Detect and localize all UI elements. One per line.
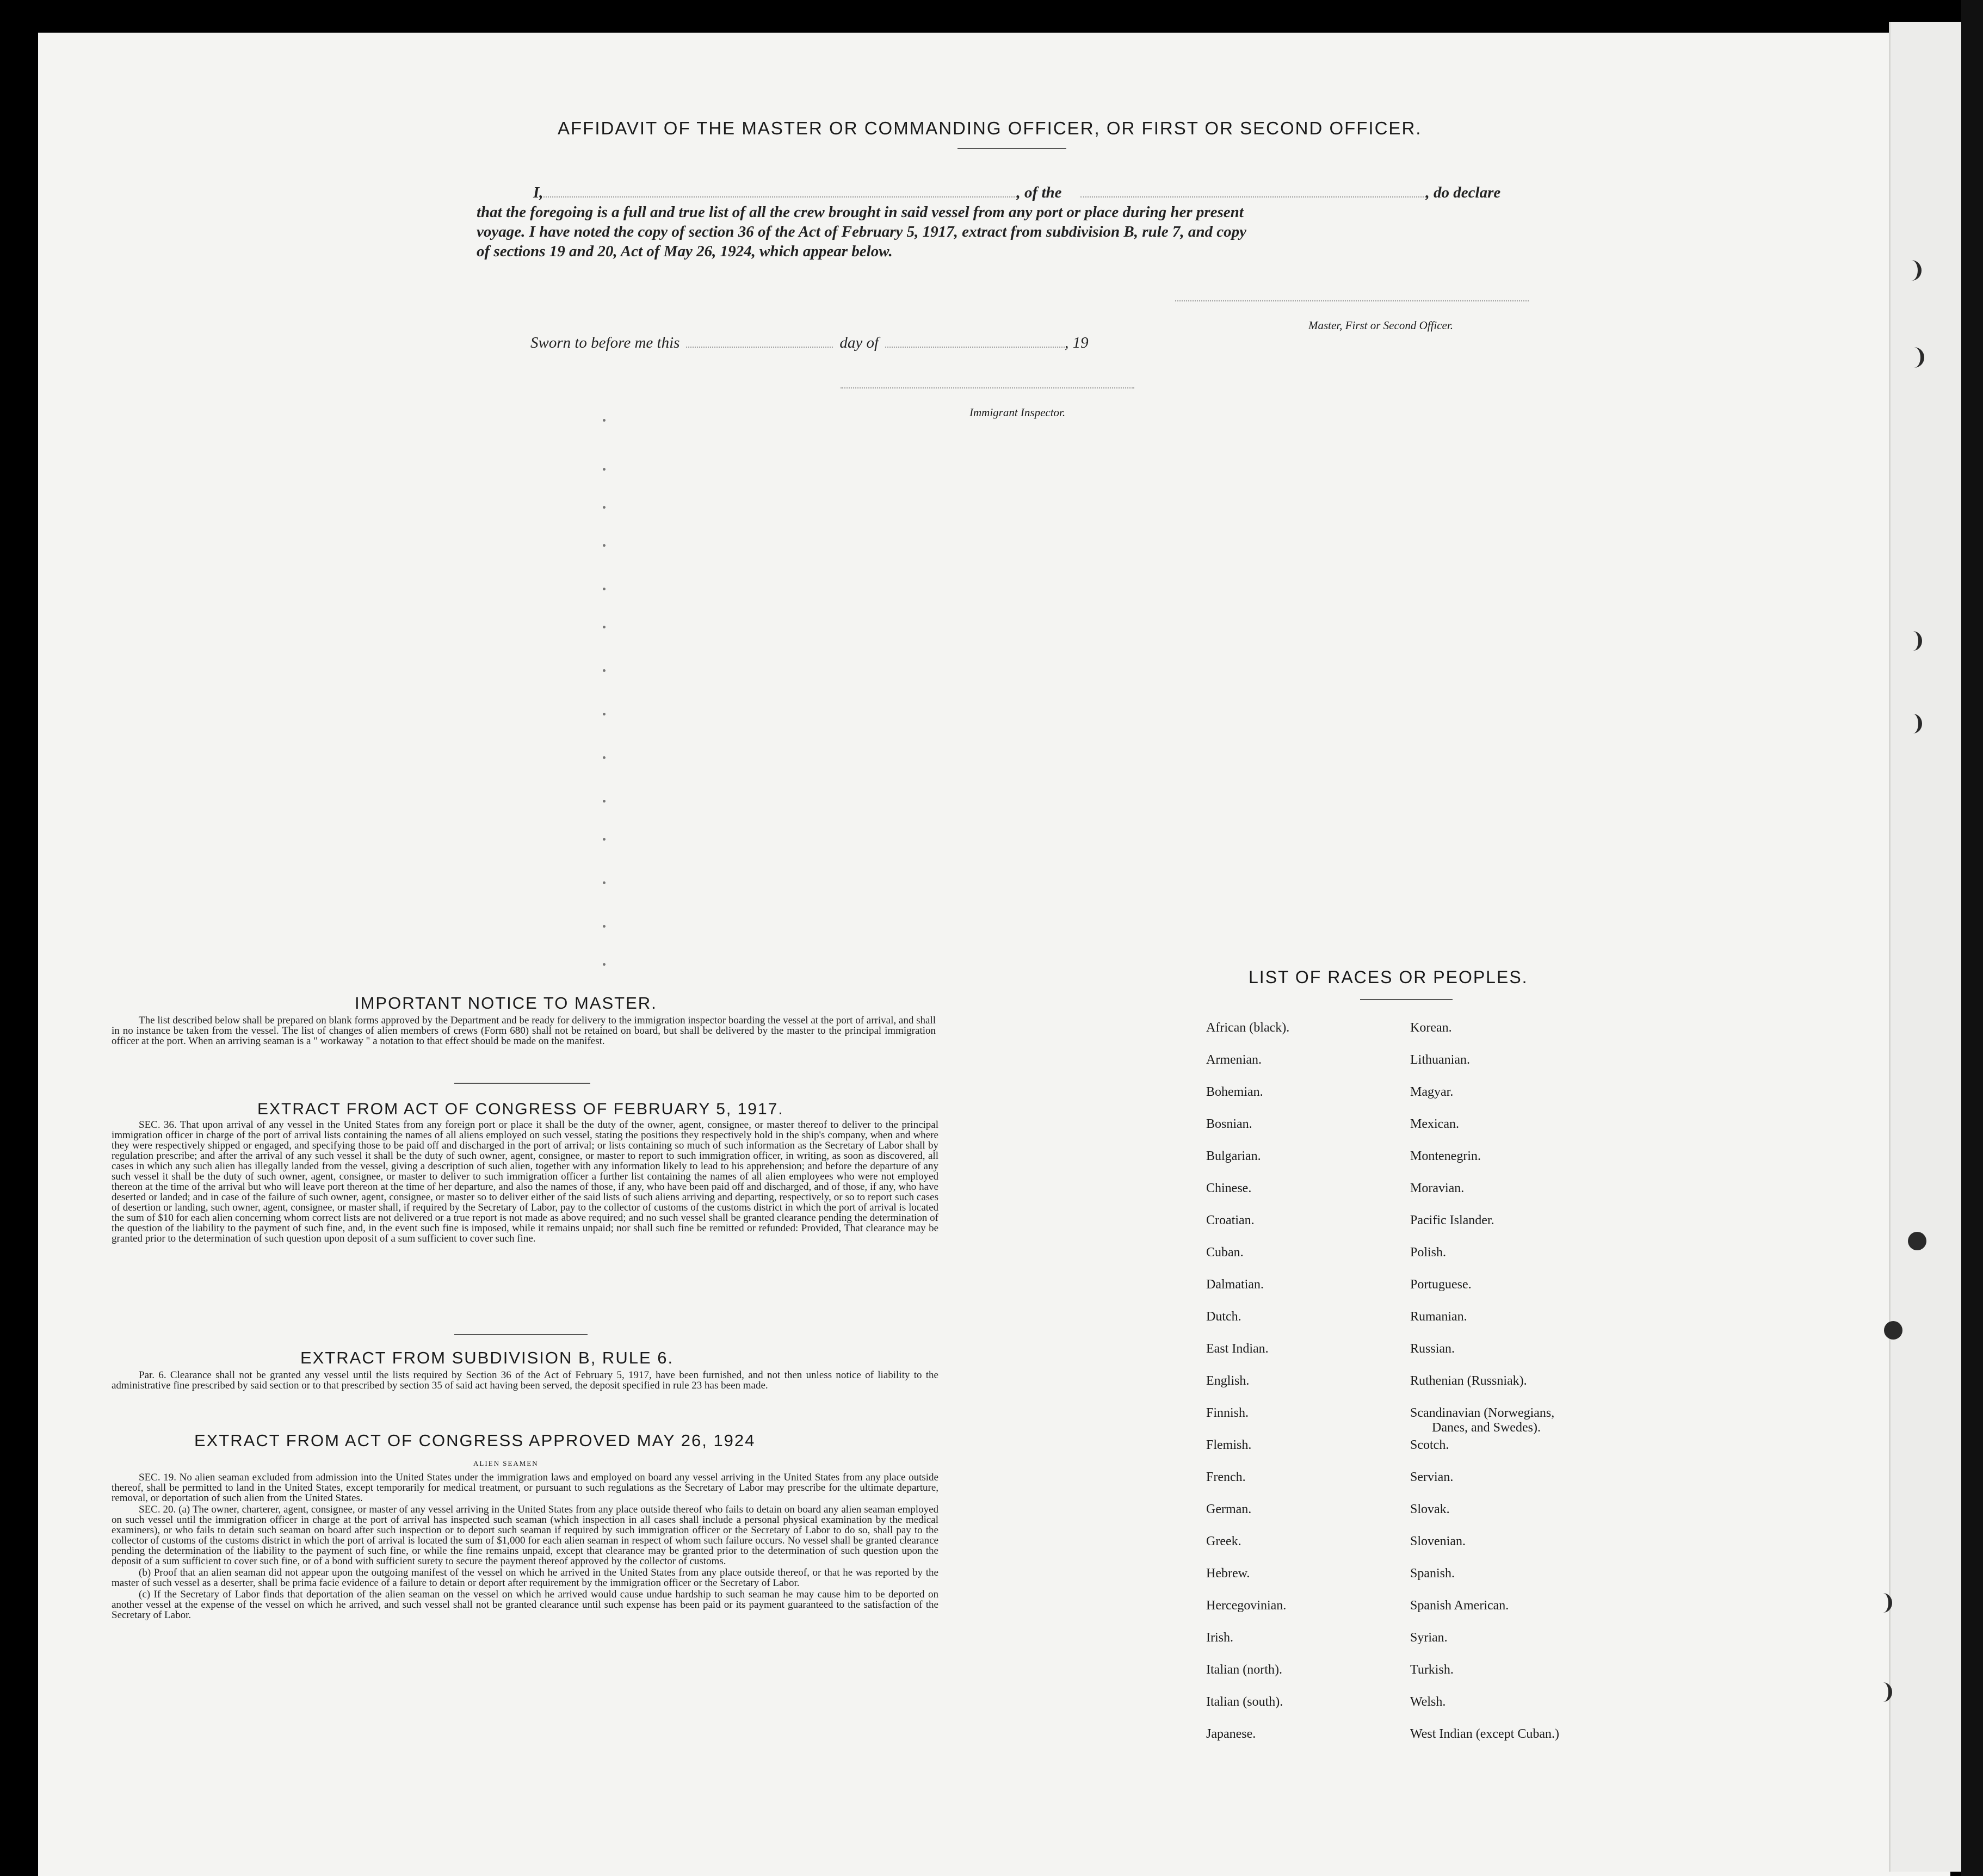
- sworn-day-field[interactable]: [686, 347, 833, 348]
- extract-1917-paragraph: SEC. 36. That upon arrival of any vessel in the United States from any foreign port or place it shall be the duty of the owner, agent, consignee, or master thereof to deliver to the principal immigration officer in charge of the port of arrival lists containing the names of all aliens employed on such vessel, stating the positions they respectively hold in the ship's company, when and where they were respectively shipped or engaged, and specifying those to be paid off and discharged in the port of arrival; or lists containing so much of such information as the Secretary of Labor shall by regulation prescribe; and after the arrival of any such vessel it shall be the duty of such owner, agent, consignee, or master to report to such immigration officer, in writing, as soon as discovered, all cases in which any such alien has illegally landed from the vessel, giving a description of such alien, together with any information likely to lead to his apprehension; and before the departure of any such vessel it shall be the duty of such owner, agent, consignee, or master to deliver to such immigration officer a further list containing the names of all alien employees who were not employed thereon at the time of the arrival but who will leave port thereon at the time of her departure, and also the names of those, if any, who have been paid off and discharged, and of those, if any, who have deserted or landed; and in case of the failure of such owner, agent, consignee, or master so to deliver either of the said lists of such aliens arriving and departing, respectively, or so to report such cases of desertion or landing, such owner, agent, consignee, or master shall, if required by the Secretary of Labor, pay to the collector of customs of the customs district in which the port of arrival is located the sum of $10 for each alien concerning whom correct lists are not delivered or a true report is not made as above required; and no such vessel shall be granted clearance pending the determination of the question of the liability to the payment of such fine, and, in the event such fine is imposed, while it remains unpaid; nor shall such fine be remitted or refunded: Provided, That clearance may be granted prior to the determination of such question upon deposit of a sum sufficient to cover such fine.: [112, 1119, 938, 1244]
- race-item: Scotch.: [1410, 1438, 1449, 1452]
- notice-text: [112, 1015, 936, 1047]
- race-item: [1410, 1406, 1559, 1438]
- rule6-paragraph: Par. 6. Clearance shall not be granted any vessel until the lists required by Section 36 of the Act of February 5, 1917, have been furnished, and not then unless notice of liability to the administrative fine prescribed by said section or to that prescribed by section 35 of said act having been served, the deposit specified in rule 23 has been made.: [112, 1369, 938, 1391]
- race-item: Bosnian.: [1206, 1117, 1252, 1131]
- notice-title: IMPORTANT NOTICE TO MASTER.: [355, 993, 657, 1013]
- vessel-name-field[interactable]: [1080, 196, 1426, 198]
- race-item-scandinavian: Scandinavian (Norwegians,: [1410, 1406, 1555, 1420]
- sec19-paragraph: SEC. 19. No alien seaman excluded from admission into the United States under the immigration laws and employed on board any vessel arriving in the United States from any place outside thereof, shall be permitted to land in the United States, except temporarily for medical treatment, or pursuant to such regulations as the Secretary of Labor may prescribe for the ultimate departure, removal, or deportation of such alien from the United States.: [112, 1472, 938, 1504]
- race-item: Lithuanian.: [1410, 1053, 1470, 1067]
- race-item: Ruthenian (Russniak).: [1410, 1374, 1527, 1388]
- extract-1924-title: EXTRACT FROM ACT OF CONGRESS APPROVED MAY 26, 1924: [194, 1431, 756, 1450]
- races-title: LIST OF RACES OR PEOPLES.: [1249, 967, 1528, 987]
- binder-hole-5: [1874, 1593, 1892, 1613]
- sec20b-paragraph: (b) Proof that an alien seaman did not appear upon the outgoing manifest of the vessel on which he arrived in the United States from any place outside thereof, or that he was reported by the master of such vessel as a deserter, shall be prima facie evidence of a failure to detain or deport after requirement by the immigration officer or the Secretary of Labor.: [112, 1567, 938, 1589]
- races-left-column: [1206, 1021, 1289, 1759]
- binder-hole-7: [1904, 631, 1922, 651]
- race-item: Bohemian.: [1206, 1085, 1263, 1099]
- race-item: Syrian.: [1410, 1631, 1448, 1645]
- binder-hole-1: [1901, 260, 1922, 281]
- sworn-year: , 19: [1065, 334, 1089, 351]
- race-item: Montenegrin.: [1410, 1149, 1481, 1163]
- race-item: Polish.: [1410, 1245, 1447, 1260]
- binder-hole-3: [1908, 1232, 1926, 1250]
- binder-hole-4: [1884, 1321, 1902, 1340]
- race-item: Chinese.: [1206, 1181, 1252, 1195]
- affidavit-declaration: [477, 183, 1548, 261]
- binder-hole-8: [1904, 714, 1922, 733]
- race-item: Cuban.: [1206, 1245, 1244, 1260]
- race-item: Spanish.: [1410, 1566, 1455, 1581]
- race-item: Italian (north).: [1206, 1663, 1282, 1677]
- race-item: Magyar.: [1410, 1085, 1454, 1099]
- race-item: Spanish American.: [1410, 1599, 1509, 1613]
- extract-1917-rule: [454, 1334, 588, 1335]
- race-item: Hebrew.: [1206, 1566, 1250, 1581]
- race-item: Japanese.: [1206, 1727, 1256, 1741]
- extract-1924-subtitle: ALIEN SEAMEN: [473, 1459, 539, 1467]
- race-item: Servian.: [1410, 1470, 1454, 1484]
- declarant-prefix: I,: [533, 184, 543, 201]
- do-declare-text: , do declare: [1425, 184, 1501, 201]
- master-signature-field[interactable]: [1175, 300, 1529, 301]
- sec20c-paragraph: (c) If the Secretary of Labor finds that deportation of the alien seaman on the vessel on which he arrived would cause undue hardship to such seaman he may cause him to be deported on another vessel at the expense of the vessel on which he arrived, and such vessel shall not be granted clearance until such expense has been paid or its payment guaranteed to the satisfaction of the Secretary of Labor.: [112, 1589, 938, 1621]
- notice-paragraph: The list described below shall be prepared on blank forms approved by the Department and be ready for delivery to the immigration inspector boarding the vessel at the port of arrival, and shall in no instance be taken from the vessel. The list of changes of alien members of crews (Form 680) shall not be retained on board, but shall be delivered by the master to the principal immigration officer at the port. When an arriving seaman is a " workaway " a notation to that effect should be made on the manifest.: [112, 1015, 936, 1047]
- sec20a-paragraph: SEC. 20. (a) The owner, charterer, agent, consignee, or master of any vessel arriving in the United States from any place outside thereof who fails to detain on board any alien seaman employed on such vessel until the immigration officer in charge at the port of arrival has inspected such seaman (which inspection in all cases shall include a personal physical examination by the medical examiners), or who fails to detain such seaman on board after such inspection or to deport such seaman if required by such immigration officer or the Secretary of Labor to do so, shall pay to the collector of customs of the customs district in which the port of arrival is located the sum of $1,000 for each alien seaman in respect of whom such failure occurs. No vessel shall be granted clearance pending the determination of the liability to the payment of such fine, or while the fine remains unpaid, except that clearance may be granted prior to the determination of such question upon the deposit of a sum sufficient to cover such fine, or of a bond with sufficient surety to secure the payment thereof approved by the collector of customs.: [112, 1504, 938, 1567]
- race-item: Flemish.: [1206, 1438, 1252, 1452]
- race-item: Portuguese.: [1410, 1278, 1472, 1292]
- binder-hole-6: [1874, 1682, 1892, 1702]
- race-item: French.: [1206, 1470, 1246, 1484]
- notice-rule: [454, 1083, 590, 1084]
- race-item: English.: [1206, 1374, 1250, 1388]
- extract-1917-title: EXTRACT FROM ACT OF CONGRESS OF FEBRUARY 5, 1917.: [257, 1100, 784, 1118]
- rule6-title: EXTRACT FROM SUBDIVISION B, RULE 6.: [300, 1348, 674, 1367]
- races-right-column: [1410, 1021, 1559, 1759]
- race-item: Moravian.: [1410, 1181, 1465, 1195]
- race-item-scandinavian-cont: Danes, and Swedes).: [1432, 1421, 1541, 1435]
- declarant-name-field[interactable]: [543, 196, 1017, 198]
- extract-1924-text: [112, 1472, 938, 1621]
- rule6-text: [112, 1370, 938, 1392]
- race-item: Italian (south).: [1206, 1695, 1283, 1709]
- races-title-rule: [1360, 999, 1453, 1000]
- race-item: Greek.: [1206, 1534, 1241, 1548]
- inspector-label: Immigrant Inspector.: [969, 406, 1066, 419]
- sworn-prefix: Sworn to before me this: [530, 334, 680, 351]
- race-item: Pacific Islander.: [1410, 1213, 1494, 1227]
- page-edge: [1889, 22, 1961, 1872]
- sworn-day-of: day of: [839, 334, 879, 351]
- race-item: East Indian.: [1206, 1342, 1269, 1356]
- race-item: Russian.: [1410, 1342, 1455, 1356]
- sworn-line: [530, 333, 1089, 353]
- race-item: Slovenian.: [1410, 1534, 1466, 1548]
- race-item: Dalmatian.: [1206, 1278, 1264, 1292]
- declaration-line-1: that the foregoing is a full and true list of all the crew brought in said vessel from any port or place during her present: [477, 203, 1244, 221]
- sworn-month-field[interactable]: [885, 347, 1065, 348]
- race-item: West Indian (except Cuban.): [1410, 1727, 1559, 1741]
- extract-1917-text: [112, 1120, 938, 1245]
- race-item: Armenian.: [1206, 1053, 1262, 1067]
- declaration-line-3: of sections 19 and 20, Act of May 26, 1924, which appear below.: [477, 243, 893, 260]
- master-signature-label: Master, First or Second Officer.: [1308, 319, 1453, 332]
- affidavit-title-rule: [957, 148, 1066, 149]
- race-item: Irish.: [1206, 1631, 1233, 1645]
- background-border: [1961, 0, 1983, 1876]
- race-item: Hercegovinian.: [1206, 1599, 1287, 1613]
- race-item: Croatian.: [1206, 1213, 1255, 1227]
- race-item: Welsh.: [1410, 1695, 1446, 1709]
- race-item: Finnish.: [1206, 1406, 1249, 1420]
- declaration-line-2: voyage. I have noted the copy of section 36 of the Act of February 5, 1917, extract from subdivision B, rule 7, and copy: [477, 223, 1246, 240]
- of-the-text: , of the: [1016, 184, 1062, 201]
- race-item: Dutch.: [1206, 1310, 1241, 1324]
- race-item: Bulgarian.: [1206, 1149, 1261, 1163]
- race-item: Mexican.: [1410, 1117, 1459, 1131]
- affidavit-title: AFFIDAVIT OF THE MASTER OR COMMANDING OFFICER, OR FIRST OR SECOND OFFICER.: [558, 118, 1422, 138]
- race-item: Rumanian.: [1410, 1310, 1467, 1324]
- race-item: Turkish.: [1410, 1663, 1454, 1677]
- inspector-signature-field[interactable]: [841, 387, 1134, 388]
- binder-hole-2: [1904, 347, 1924, 368]
- race-item: German.: [1206, 1502, 1252, 1516]
- race-item: Slovak.: [1410, 1502, 1450, 1516]
- race-item: Korean.: [1410, 1021, 1452, 1035]
- race-item: African (black).: [1206, 1021, 1290, 1035]
